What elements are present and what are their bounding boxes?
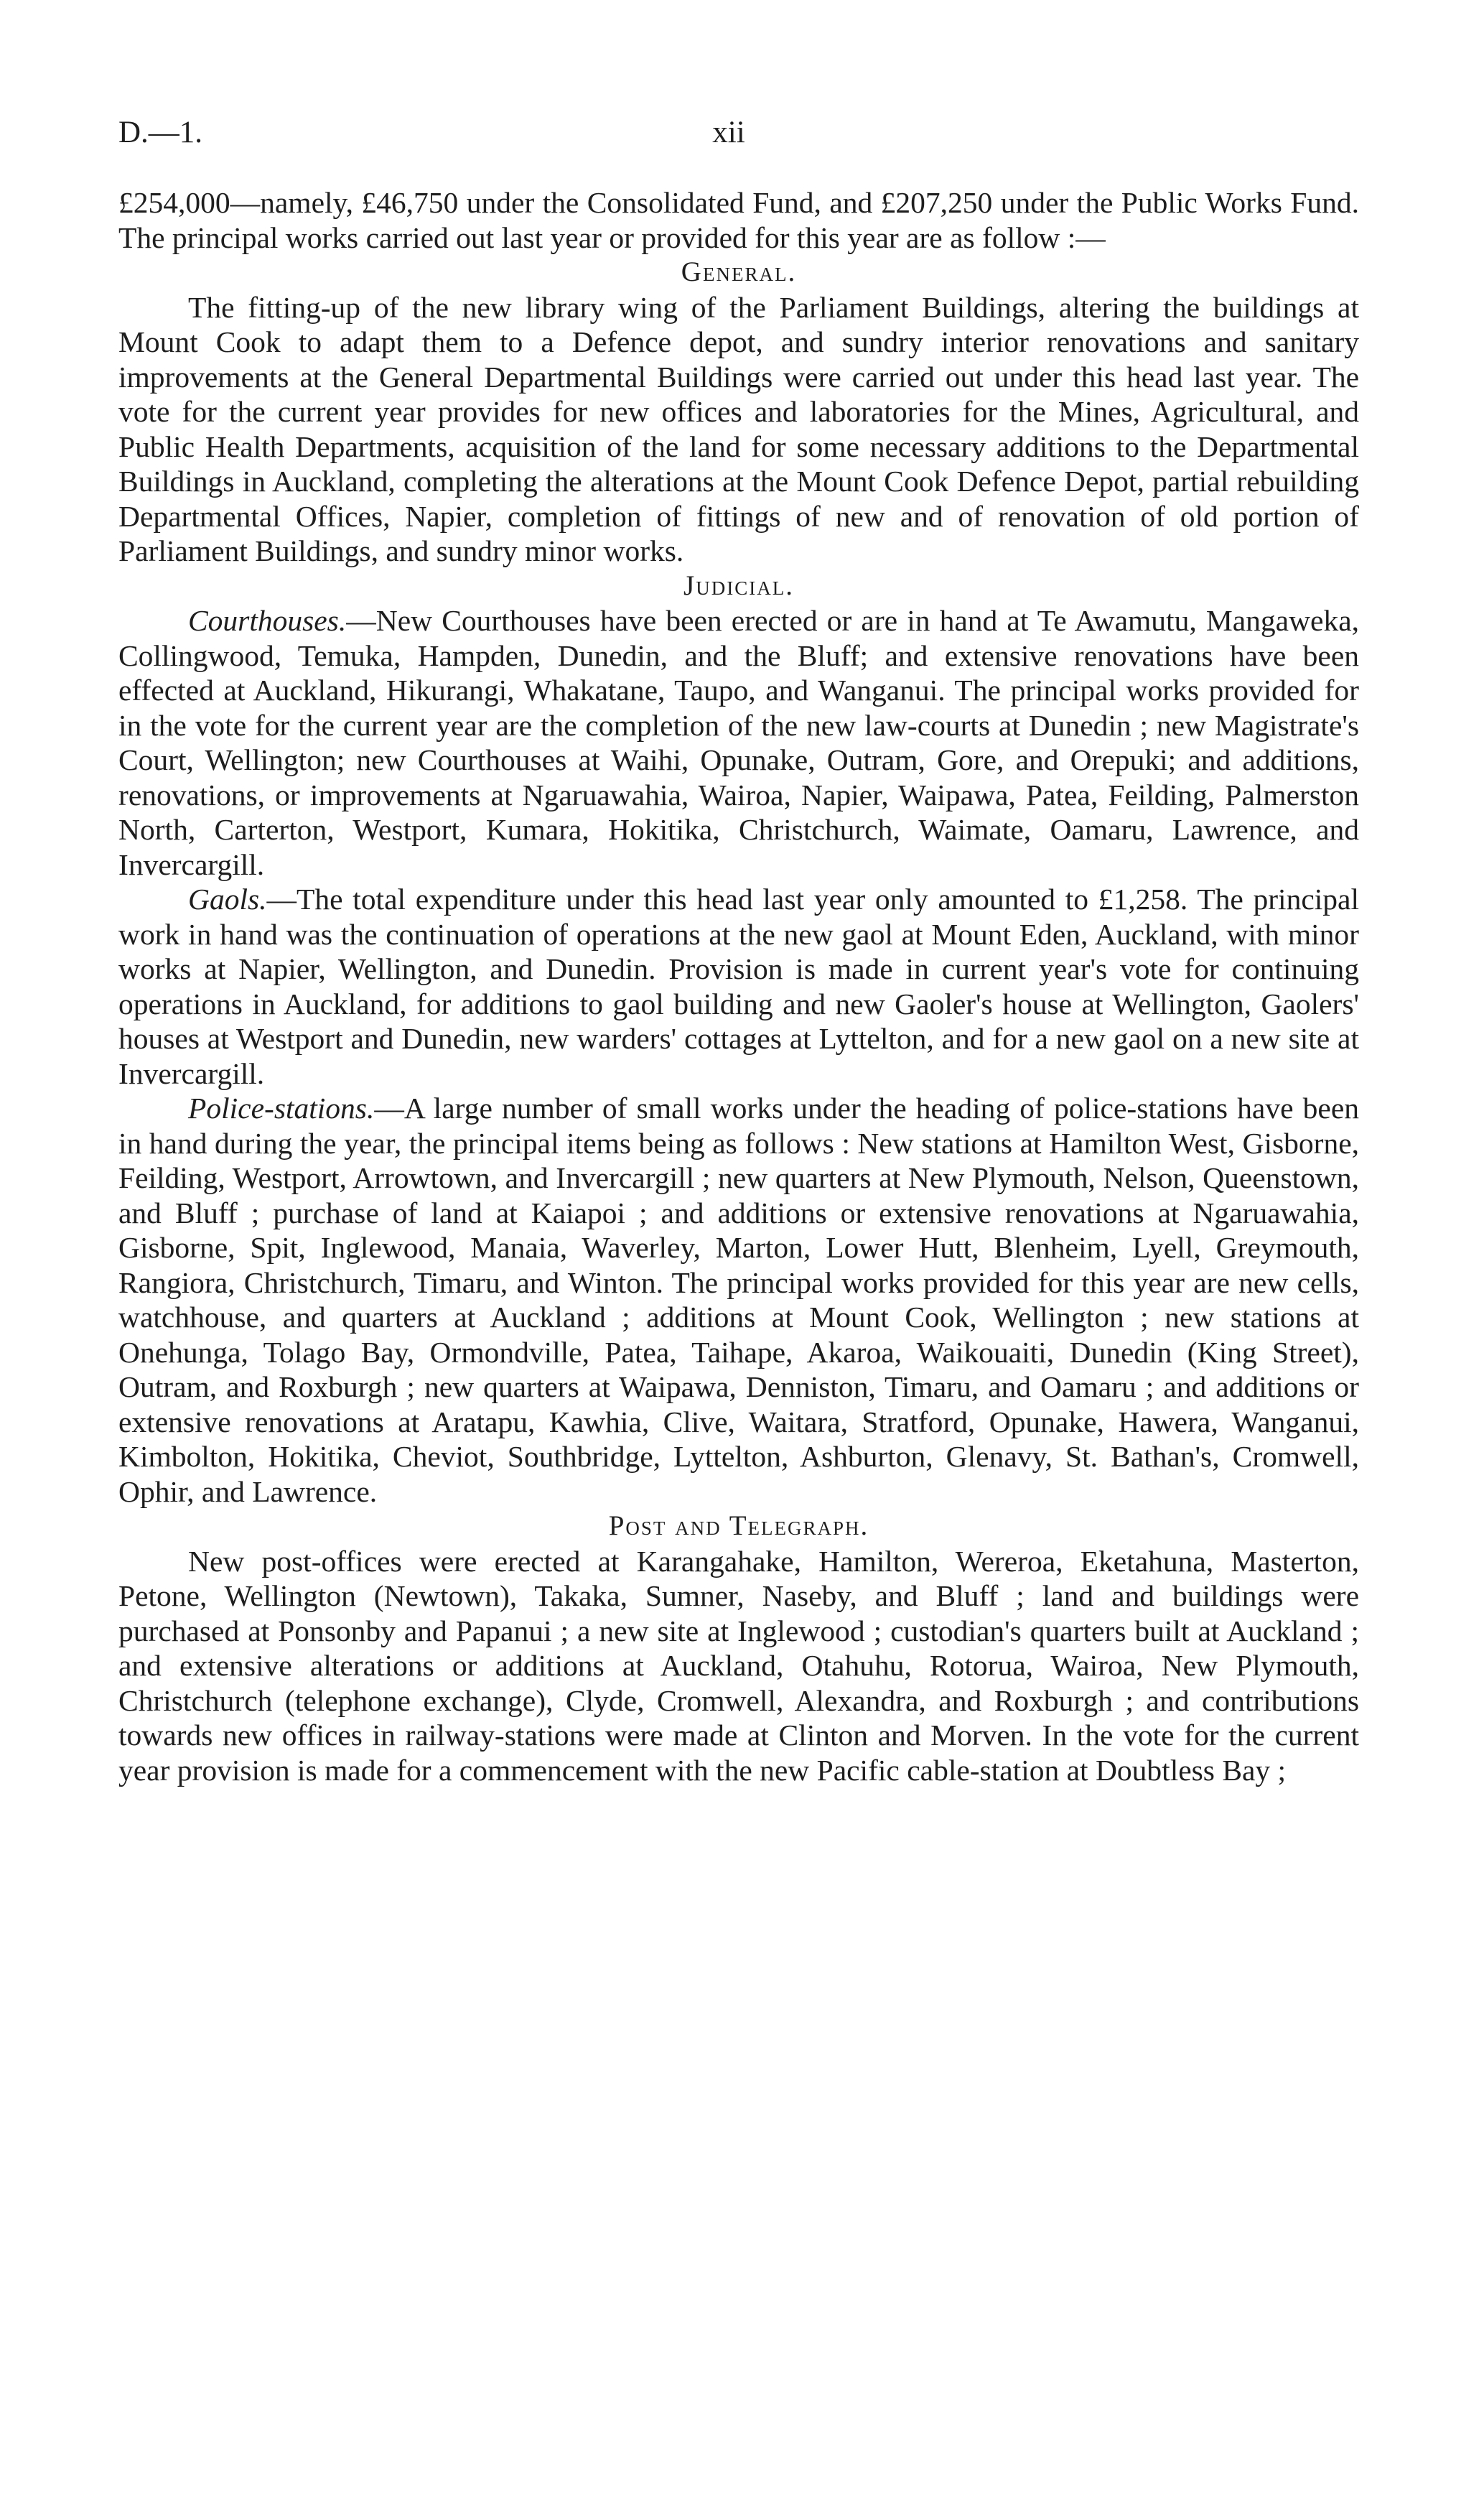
police-stations-text: —A large number of small works under the heading of police-stations have been in hand during the year, the principal items being as follows : New stations at Hamilton West, Gisborne, Feilding, Westport, Arrowtown, and Invercargill ; new quarters at New Plymouth, Nelson, Queenstown, and Bluff ; purchase of land at Kaiapoi ; and additions or extensive renovations at Ngaruawahia, Gisborne, Spit, Inglewood, Manaia, Waverley, Marton, Lower Hutt, Blenheim, Lyell, Greymouth, Rangiora, Christchurch, Timaru, and Winton. The principal works provided for this year are new cells, watchhouse, and quarters at Auckland ; additions at Mount Cook, Wellington ; new stations at Onehunga, Tolago Bay, Ormondville, Patea, Taihape, Akaroa, Waikouaiti, Dunedin (King Street), Outram, and Roxburgh ; new quarters at Waipawa, Denniston, Timaru, and Oamaru ; and additions or extensive renovations at Aratapu, Kawhia, Clive, Waitara, Stratford, Opunake, Hawera, Wanganui, Kimbolton, Hokitika, Cheviot, Southbridge, Lyttelton, Ashburton, Glenavy, St. Bathan's, Cromwell, Ophir, and Lawrence. [118,1092,1359,1508]
section-heading-judicial: Judicial. [683,569,794,601]
courthouses-text: —New Courthouses have been erected or are in hand at Te Awamutu, Mangaweka, Collingwood, Temuka, Hampden, Dunedin, and the Bluff; and extensive renovations have been effected at Auckland, Hikurangi, Whakatane, Taupo, and Wanganui. The principal works provided for in the vote for the current year are the completion of the new law-courts at Dunedin ; new Magistrate's Court, Wellington; new Courthouses at Waihi, Opunake, Outram, Gore, and Orepuki; and additions, renovations, or improvements at Ngaruawahia, Wairoa, Napier, Waipawa, Patea, Feilding, Palmerston North, Carterton, Westport, Kumara, Hokitika, Christchurch, Waimate, Oamaru, Lawrence, and Invercargill. [118,604,1359,881]
general-paragraph: The fitting-up of the new library wing of the Parliament Buildings, altering the buildings at Mount Cook to adapt them to a Defence depot, and sundry interior renovations and sanitary improvements at the General Departmental Buildings were carried out under this head last year. The vote for the current year provides for new offices and laboratories for the Mines, Agricultural, and Public Health Departments, acquisition of the land for some necessary additions to the Departmental Buildings in Auckland, completing the alterations at the Mount Cook Defence Depot, partial rebuilding Departmental Offices, Napier, completion of fittings of new and of renovation of old portion of Parliament Buildings, and sundry minor works. [118,290,1359,567]
police-stations-lead: Police-stations. [188,1092,375,1125]
police-stations-paragraph [118,1091,1359,1509]
section-heading-general: General. [681,256,797,287]
post-telegraph-paragraph: New post-offices were erected at Karangahake, Hamilton, Wereroa, Eketahuna, Masterton, Petone, Wellington (Newtown), Takaka, Sumner, Naseby, and Bluff ; land and buildings were purchased at Ponsonby and Papanui ; a new site at Inglewood ; custodian's quarters built at Auckland ; and extensive alterations or additions at Auckland, Otahuhu, Rotorua, Wairoa, New Plymouth, Christchurch (telephone exchange), Clyde, Cromwell, Alexandra, and Roxburgh ; and contributions towards new offices in railway-stations were made at Clinton and Morven. In the vote for the current year provision is made for a commencement with the new Pacific cable-station at Doubtless Bay ; [118,1544,1359,1787]
document-body [118,185,1359,1787]
courthouses-paragraph [118,603,1359,882]
page-header [118,115,1339,158]
document-reference: D.—1. [118,116,203,149]
gaols-text: —The total expenditure under this head last year only amounted to £1,258. The principal work in hand was the continuation of operations at the new gaol at Mount Eden, Auckland, with minor works at Napier, Wellington, and Dunedin. Provision is made in current year's vote for continuing operations in Auckland, for additions to gaol building and new Gaoler's house at Wellington, Gaolers' houses at Westport and Dunedin, new warders' cottages at Lyttelton, and for a new gaol on a new site at Invercargill. [118,883,1359,1090]
page-number: xii [712,116,745,149]
intro-paragraph: £254,000—namely, £46,750 under the Consolidated Fund, and £207,250 under the Public Works Fund. The principal works carried out last year or provided for this year are as follow :— [118,186,1359,254]
section-heading-post-telegraph: Post and Telegraph. [608,1510,869,1541]
courthouses-lead: Courthouses. [188,604,347,637]
gaols-paragraph [118,882,1359,1091]
gaols-lead: Gaols. [188,883,267,916]
